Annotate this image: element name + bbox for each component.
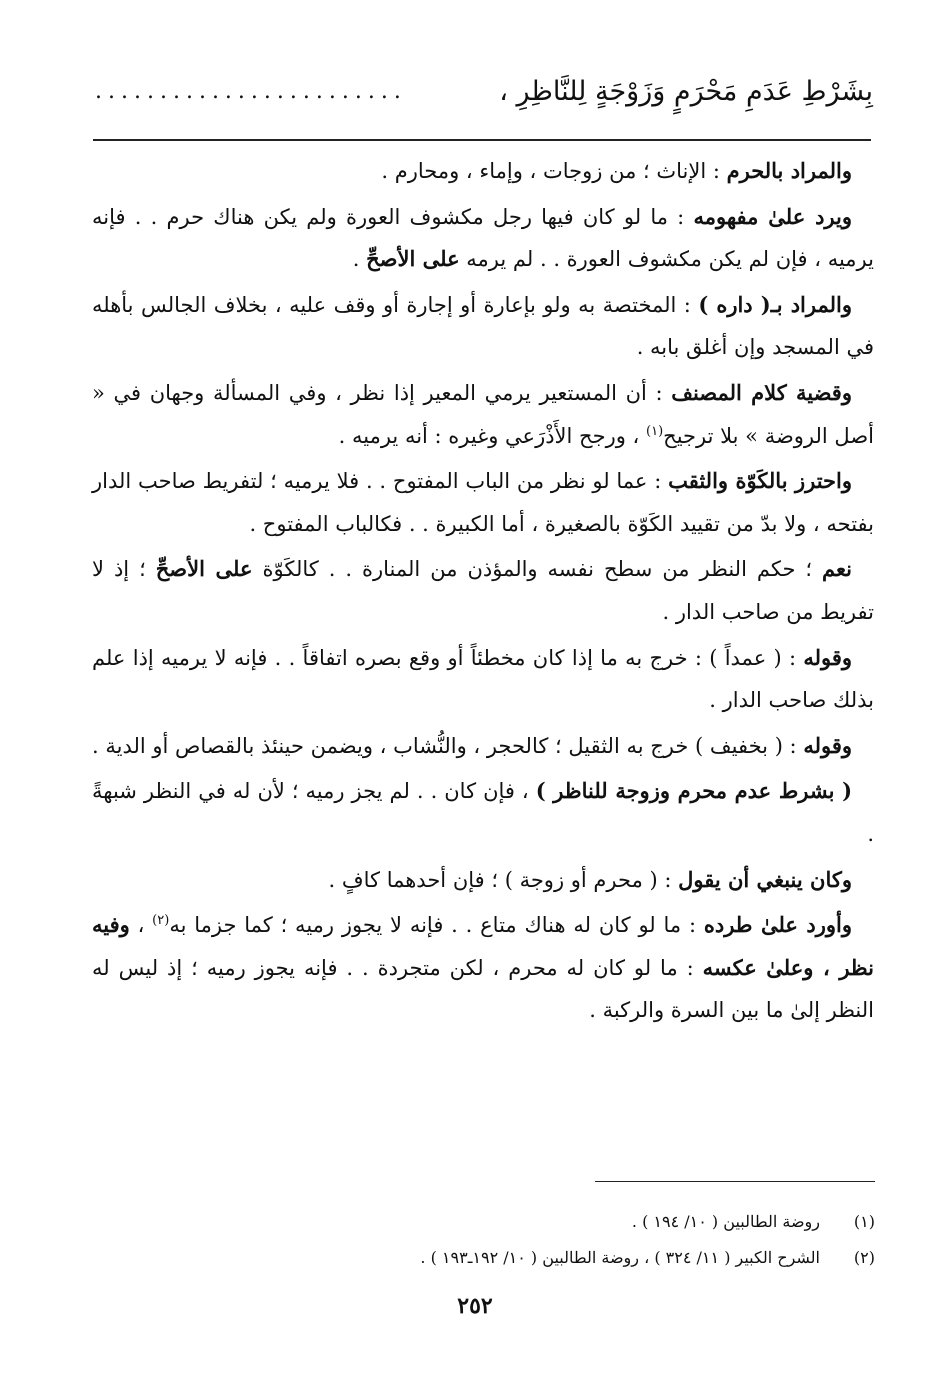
- lead-term: نعم: [822, 556, 852, 582]
- header-dots: ........................: [95, 79, 407, 104]
- paragraph-text: : الإناث ؛ من زوجات ، وإماء ، ومحارم .: [381, 159, 727, 183]
- lead-term: واحترز بالكَوّة والثقب: [668, 468, 852, 494]
- paragraph-text: ،: [129, 913, 153, 938]
- footnote-number: (٢): [853, 1248, 875, 1267]
- lead-term: وقوله: [803, 644, 852, 670]
- footnote-rule: [595, 1181, 875, 1182]
- lead-term: وأورد علىٰ طرده: [703, 912, 852, 938]
- paragraph: [92, 637, 874, 722]
- paragraph-text: : ما لو كان له محرم ، لكن متجردة . . فإنه يجوز رميه ؛ إذ ليس له النظر إلىٰ ما بين السرة والركبة .: [92, 955, 874, 1023]
- footnote-ref[interactable]: (٢): [152, 913, 170, 929]
- paragraph-text: : ( محرم أو زوجة ) ؛ فإن أحدهما كافٍ .: [328, 867, 679, 892]
- paragraph: [92, 372, 874, 457]
- paragraph: [92, 859, 874, 902]
- footnote-number: (١): [853, 1212, 875, 1231]
- paragraph: [92, 196, 874, 281]
- footnote-ref[interactable]: (١): [646, 423, 664, 439]
- lead-term: وقوله: [803, 732, 852, 758]
- footnote-text: الشرح الكبير ( ١١/ ٣٢٤ ) ، روضة الطالبين ( ١٠/ ١٩٢ـ١٩٣ ) .: [420, 1248, 820, 1267]
- paragraph-text: ، ورجح الأَذْرَعي وغيره : أنه يرميه .: [338, 423, 646, 448]
- paragraph-text: : ( بخفيف ) خرج به الثقيل ؛ كالحجر ، والنُّشاب ، ويضمن حينئذ بالقصاص أو الدية .: [91, 733, 804, 758]
- running-header: [95, 62, 873, 112]
- lead-term: ويرد علىٰ مفهومه: [693, 203, 852, 229]
- paragraph-text: : ما لو كان فيها رجل مكشوف العورة ولم يكن هناك حرم . . فإنه يرميه ، فإن لم يكن مكشوف العورة . . لم يرمه: [92, 204, 874, 272]
- lead-term: ( بشرط عدم محرم وزوجة للناظر ): [535, 778, 853, 804]
- lead-term: والمراد بـ( داره ): [698, 291, 852, 317]
- paragraph: [92, 284, 874, 369]
- paragraph: [92, 770, 874, 855]
- lead-term: والمراد بالحرم: [726, 158, 852, 183]
- paragraph-text: : أن المستعير يرمي المعير إذا نظر ، وفي المسألة وجهان في « أصل الروضة » بلا ترجيح: [92, 380, 874, 448]
- paragraph-text: : ( عمداً ) : خرج به ما إذا كان مخطئاً أو وقع بصره اتفاقاً . . فإنه لا يرميه إذا علم بذلك صاحب الدار .: [92, 645, 874, 713]
- paragraph: [92, 150, 874, 193]
- paragraph-text: .: [352, 247, 367, 272]
- footnote-text: روضة الطالبين ( ١٠/ ١٩٤ ) .: [631, 1212, 820, 1231]
- paragraph: [92, 460, 874, 545]
- paragraph-text: ؛ حكم النظر من سطح نفسه والمؤذن من المنارة . . كالكَوّة: [252, 557, 823, 582]
- main-text: [92, 150, 874, 1035]
- page-number: ٢٥٢: [457, 1293, 493, 1319]
- lead-term: وكان ينبغي أن يقول: [678, 866, 852, 892]
- footnotes: [120, 1204, 875, 1276]
- paragraph-text: : ما لو كان له هناك متاع . . فإنه لا يجوز رميه ؛ كما جزما به: [169, 913, 704, 938]
- header-rule: [93, 139, 871, 141]
- paragraph-text: : عما لو نظر من الباب المفتوح . . فلا يرميه ؛ لتفريط صاحب الدار بفتحه ، ولا بدّ من تقييد الكَوّة بالصغيرة ، أما الكبيرة . . فكالباب المفتوح .: [92, 469, 874, 536]
- paragraph-text: ، فإن كان . . لم يجز رميه ؛ لأن له في النظر شبهةً .: [92, 779, 874, 846]
- lead-term: وقضية كلام المصنف: [671, 379, 852, 405]
- paragraph-text: ؛ إذ لا تفريط من صاحب الدار .: [92, 557, 874, 624]
- paragraph: [92, 548, 874, 633]
- paragraph-text: : المختصة به ولو بإعارة أو إجارة أو وقف عليه ، بخلاف الجالس بأهله في المسجد وإن أغلق بابه .: [92, 292, 874, 360]
- emphasis: وفيه نظر ، وعلىٰ عكسه: [92, 912, 874, 980]
- emphasis: على الأصحِّ: [366, 246, 460, 272]
- footnote: [120, 1204, 875, 1240]
- footnote: [120, 1240, 875, 1276]
- emphasis: على الأصحِّ: [155, 556, 253, 582]
- paragraph: [92, 904, 874, 1032]
- paragraph: [92, 725, 874, 768]
- header-title: بِشَرْطِ عَدَمِ مَحْرَمٍ وَزَوْجَةٍ لِلنَّاظِرِ ،: [499, 76, 873, 107]
